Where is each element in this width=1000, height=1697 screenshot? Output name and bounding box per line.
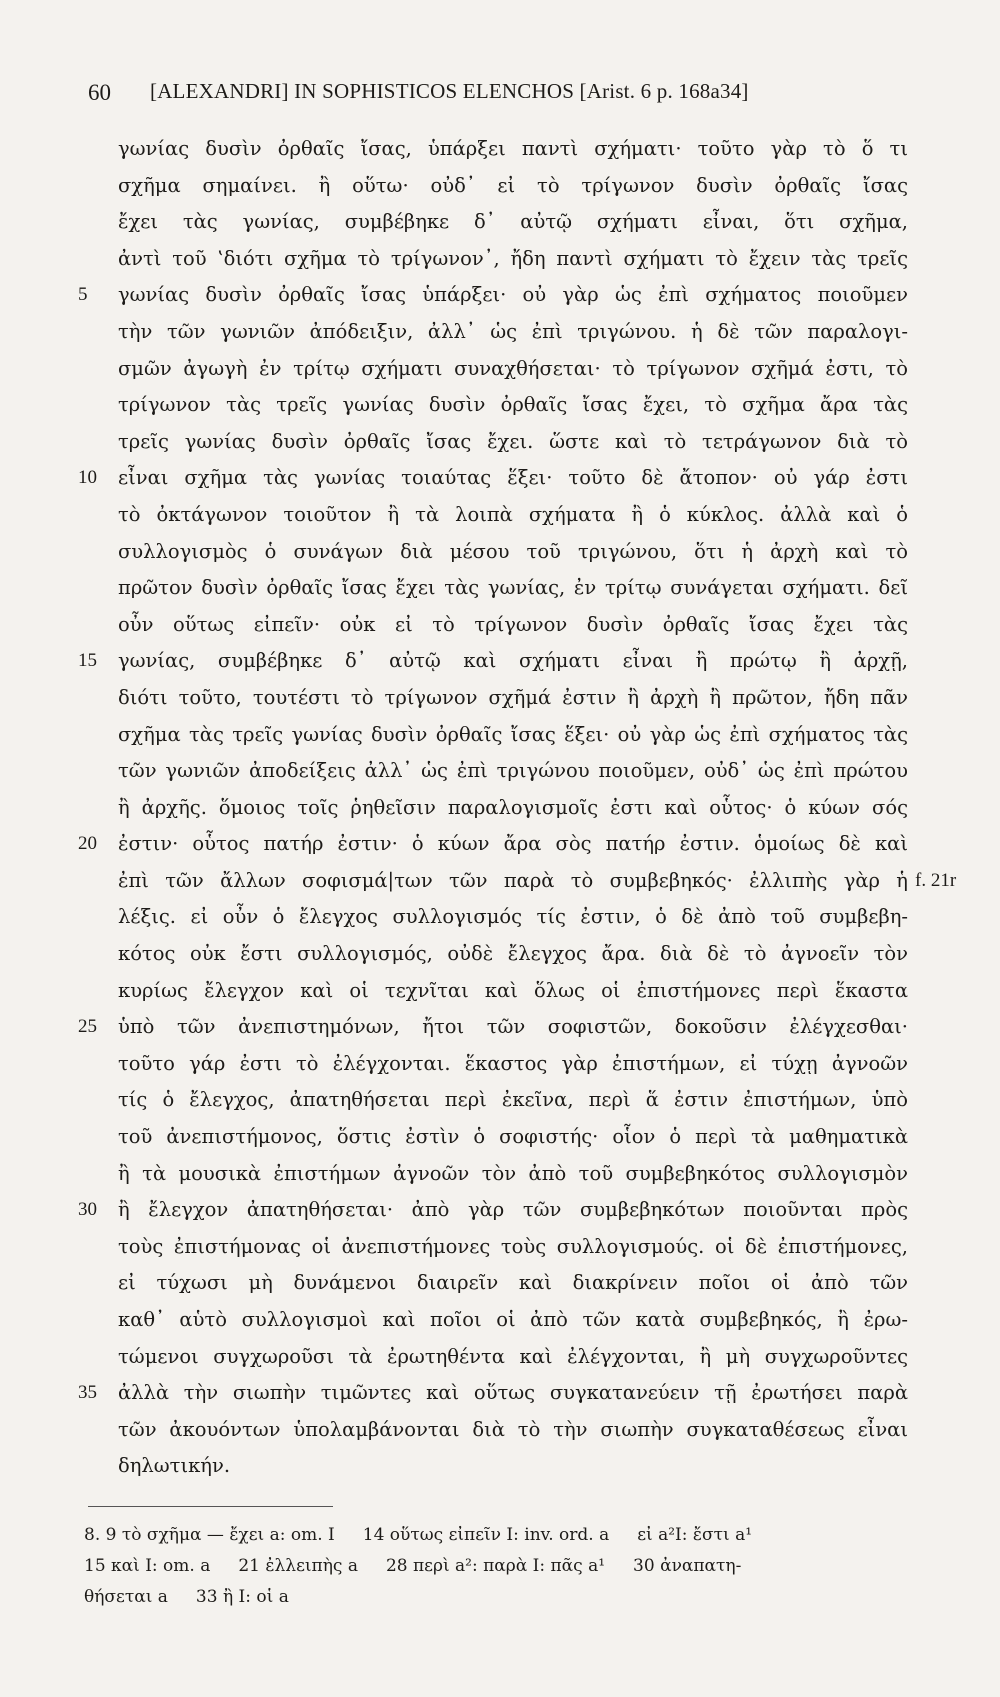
apparatus-note: 28 περὶ a²: παρὰ I: πᾶς a¹ bbox=[385, 1556, 606, 1576]
line-text: τίς ὁ ἔλεγχος, ἀπατηθήσεται περὶ ἐκεῖνα, περὶ ἅ ἐστιν ἐπιστήμων, ὑπὸ bbox=[118, 1088, 908, 1112]
line-text: τρεῖς γωνίας δυσὶν ὀρθαῖς ἴσας ἔχει. ὥστε καὶ τὸ τετράγωνον διὰ τὸ bbox=[118, 429, 908, 453]
line-text: τοῦτο γάρ ἐστι τὸ ἐλέγχονται. ἕκαστος γὰρ ἐπιστήμων, εἰ τύχῃ ἀγνοῶν bbox=[118, 1051, 908, 1075]
text-line bbox=[0, 756, 1000, 793]
critical-apparatus bbox=[84, 1520, 944, 1613]
line-text: εἶναι σχῆμα τὰς γωνίας τοιαύτας ἕξει· τοῦτο δὲ ἄτοπον· οὐ γάρ ἐστι bbox=[118, 466, 908, 490]
text-line bbox=[0, 500, 1000, 537]
running-head: [ALEXANDRI] IN SOPHISTICOS ELENCHOS [Arist. 6 p. 168a34] bbox=[150, 79, 749, 103]
line-text: σχῆμα σημαίνει. ἢ οὕτω· οὐδ᾽ εἰ τὸ τρίγωνον δυσὶν ὀρθαῖς ἴσας bbox=[118, 173, 908, 197]
text-line bbox=[0, 207, 1000, 244]
apparatus-note: θήσεται a bbox=[84, 1587, 168, 1607]
apparatus-line bbox=[84, 1520, 944, 1551]
line-number: 30 bbox=[78, 1199, 97, 1221]
line-number: 25 bbox=[78, 1016, 97, 1038]
line-text: σμῶν ἀγωγὴ ἐν τρίτῳ σχήματι συναχθήσεται· τὸ τρίγωνον σχῆμά ἐστι, τὸ bbox=[118, 356, 908, 380]
line-text: πρῶτον δυσὶν ὀρθαῖς ἴσας ἔχει τὰς γωνίας, ἐν τρίτῳ συνάγεται σχήματι. δεῖ bbox=[118, 576, 908, 600]
text-line bbox=[0, 427, 1000, 464]
apparatus-note: εἰ a²I: ἔστι a¹ bbox=[637, 1525, 753, 1545]
text-line bbox=[0, 354, 1000, 391]
line-text: συλλογισμὸς ὁ συνάγων διὰ μέσου τοῦ τριγώνου, ὅτι ἡ ἀρχὴ καὶ τὸ bbox=[118, 539, 908, 563]
apparatus-line bbox=[84, 1551, 944, 1582]
line-text: γωνίας δυσὶν ὀρθαῖς ἴσας ὑπάρξει· οὐ γὰρ ὡς ἐπὶ σχήματος ποιοῦμεν bbox=[118, 283, 908, 307]
apparatus-line bbox=[84, 1582, 944, 1613]
text-line bbox=[0, 463, 1000, 500]
line-text: ἐστιν· οὗτος πατήρ ἐστιν· ὁ κύων ἄρα σὸς πατήρ ἐστιν. ὁμοίως δὲ καὶ bbox=[118, 832, 908, 856]
line-text: τῶν γωνιῶν ἀποδείξεις ἀλλ᾽ ὡς ἐπὶ τριγώνου ποιοῦμεν, οὐδ᾽ ὡς ἐπὶ πρώτου bbox=[118, 759, 908, 783]
line-text: ἢ τὰ μουσικὰ ἐπιστήμων ἀγνοῶν τὸν ἀπὸ τοῦ συμβεβηκότος συλλογισμὸν bbox=[118, 1161, 908, 1185]
line-text: ἐπὶ τῶν ἄλλων σοφισμά|των τῶν παρὰ τὸ συμβεβηκός· ἐλλιπὴς γὰρ ἡ bbox=[118, 868, 908, 892]
line-text: λέξις. εἰ οὖν ὁ ἔλεγχος συλλογισμός τίς ἐστιν, ὁ δὲ ἀπὸ τοῦ συμβεβη- bbox=[118, 905, 908, 929]
apparatus-note: 8. 9 τὸ σχῆμα — ἔχει a: om. I bbox=[84, 1525, 335, 1545]
text-line bbox=[0, 939, 1000, 976]
text-line bbox=[0, 1451, 1000, 1488]
text-line bbox=[0, 1305, 1000, 1342]
text-line bbox=[0, 1342, 1000, 1379]
text-line bbox=[0, 976, 1000, 1013]
line-text: διότι τοῦτο, τουτέστι τὸ τρίγωνον σχῆμά ἐστιν ἢ ἀρχὴ ἢ πρῶτον, ἤδη πᾶν bbox=[118, 685, 908, 709]
text-line bbox=[0, 720, 1000, 757]
line-text: ἢ ἔλεγχον ἀπατηθήσεται· ἀπὸ γὰρ τῶν συμβεβηκότων ποιοῦνται πρὸς bbox=[118, 1198, 908, 1222]
line-text: δηλωτικήν. bbox=[118, 1454, 231, 1478]
text-line bbox=[0, 1415, 1000, 1452]
text-line bbox=[0, 829, 1000, 866]
text-line bbox=[0, 683, 1000, 720]
text-line bbox=[0, 134, 1000, 171]
folio-marker: f. 21r bbox=[915, 869, 957, 891]
line-text: οὖν οὕτως εἰπεῖν· οὐκ εἰ τὸ τρίγωνον δυσὶν ὀρθαῖς ἴσας ἔχει τὰς bbox=[118, 612, 908, 636]
line-number: 5 bbox=[78, 284, 88, 306]
text-line bbox=[0, 244, 1000, 281]
line-text: κυρίως ἔλεγχον καὶ οἱ τεχνῖται καὶ ὅλως οἱ ἐπιστήμονες περὶ ἕκαστα bbox=[118, 978, 908, 1002]
text-line bbox=[0, 573, 1000, 610]
text-line bbox=[0, 1195, 1000, 1232]
text-line bbox=[0, 171, 1000, 208]
text-line bbox=[0, 866, 1000, 903]
line-text: γωνίας δυσὶν ὀρθαῖς ἴσας, ὑπάρξει παντὶ σχήματι· τοῦτο γὰρ τὸ ὅ τι bbox=[118, 137, 908, 160]
page-number: 60 bbox=[88, 80, 111, 105]
line-text: σχῆμα τὰς τρεῖς γωνίας δυσὶν ὀρθαῖς ἴσας ἕξει· οὐ γὰρ ὡς ἐπὶ σχήματος τὰς bbox=[118, 722, 908, 746]
text-line bbox=[0, 537, 1000, 574]
text-line bbox=[0, 646, 1000, 683]
text-line bbox=[0, 1378, 1000, 1415]
text-line bbox=[0, 793, 1000, 830]
line-number: 35 bbox=[78, 1382, 97, 1404]
apparatus-note: 15 καὶ I: om. a bbox=[84, 1556, 211, 1576]
text-line bbox=[0, 610, 1000, 647]
line-text: κότος οὐκ ἔστι συλλογισμός, οὐδὲ ἔλεγχος ἄρα. διὰ δὲ τὸ ἀγνοεῖν τὸν bbox=[118, 942, 908, 966]
line-text: γωνίας, συμβέβηκε δ᾽ αὐτῷ καὶ σχήματι εἶναι ἢ πρώτῳ ἢ ἀρχῇ, bbox=[118, 649, 908, 673]
text-line bbox=[0, 390, 1000, 427]
line-text: τῶν ἀκουόντων ὑπολαμβάνονται διὰ τὸ τὴν σιωπὴν συγκαταθέσεως εἶναι bbox=[118, 1417, 908, 1441]
line-text: καθ᾽ αὑτὸ συλλογισμοὶ καὶ ποῖοι οἱ ἀπὸ τῶν κατὰ συμβεβηκός, ἢ ἐρω- bbox=[118, 1308, 908, 1331]
text-line bbox=[0, 1268, 1000, 1305]
apparatus-note: 21 ἐλλειπὴς a bbox=[238, 1556, 358, 1576]
line-text: τώμενοι συγχωροῦσι τὰ ἐρωτηθέντα καὶ ἐλέγχονται, ἢ μὴ συγχωροῦντες bbox=[118, 1344, 908, 1368]
line-text: τὸ ὀκτάγωνον τοιοῦτον ἢ τὰ λοιπὰ σχήματα ἢ ὁ κύκλος. ἀλλὰ καὶ ὁ bbox=[118, 502, 908, 526]
apparatus-note: 33 ἢ I: οἱ a bbox=[195, 1587, 289, 1607]
line-text: ἀντὶ τοῦ ‛διότι σχῆμα τὸ τρίγωνον᾽, ἤδη παντὶ σχήματι τὸ ἔχειν τὰς τρεῖς bbox=[118, 246, 908, 270]
line-number: 10 bbox=[78, 467, 97, 489]
line-text: τὴν τῶν γωνιῶν ἀπόδειξιν, ἀλλ᾽ ὡς ἐπὶ τριγώνου. ἡ δὲ τῶν παραλογι- bbox=[118, 319, 908, 343]
text-line bbox=[0, 1049, 1000, 1086]
line-number: 15 bbox=[78, 650, 97, 672]
text-line bbox=[0, 902, 1000, 939]
text-line bbox=[0, 1122, 1000, 1159]
main-text bbox=[0, 134, 1000, 1488]
line-text: τοὺς ἐπιστήμονας οἱ ἀνεπιστήμονες τοὺς συλλογισμούς. οἱ δὲ ἐπιστήμονες, bbox=[118, 1234, 908, 1258]
line-text: τοῦ ἀνεπιστήμονος, ὅστις ἐστὶν ὁ σοφιστής· οἷον ὁ περὶ τὰ μαθηματικὰ bbox=[118, 1125, 908, 1149]
line-text: ἔχει τὰς γωνίας, συμβέβηκε δ᾽ αὐτῷ σχήματι εἶναι, ὅτι σχῆμα, bbox=[118, 210, 908, 234]
line-text: ὑπὸ τῶν ἀνεπιστημόνων, ἤτοι τῶν σοφιστῶν, δοκοῦσιν ἐλέγχεσθαι· bbox=[118, 1015, 908, 1039]
line-text: τρίγωνον τὰς τρεῖς γωνίας δυσὶν ὀρθαῖς ἴσας ἔχει, τὸ σχῆμα ἄρα τὰς bbox=[118, 393, 908, 417]
footnote-rule bbox=[88, 1506, 333, 1507]
line-text: ἢ ἀρχῆς. ὅμοιος τοῖς ῥηθεῖσιν παραλογισμοῖς ἐστι καὶ οὗτος· ὁ κύων σός bbox=[118, 795, 908, 819]
line-number: 20 bbox=[78, 833, 97, 855]
text-line bbox=[0, 280, 1000, 317]
text-line bbox=[0, 1232, 1000, 1269]
apparatus-note: 14 οὕτως εἰπεῖν I: inv. ord. a bbox=[362, 1525, 610, 1545]
text-line bbox=[0, 317, 1000, 354]
text-line bbox=[0, 1159, 1000, 1196]
line-text: ἀλλὰ τὴν σιωπὴν τιμῶντες καὶ οὕτως συγκατανεύειν τῇ ἐρωτήσει παρὰ bbox=[118, 1381, 908, 1405]
line-text: εἰ τύχωσι μὴ δυνάμενοι διαιρεῖν καὶ διακρίνειν ποῖοι οἱ ἀπὸ τῶν bbox=[118, 1271, 908, 1295]
apparatus-note: 30 ἀναπατη- bbox=[633, 1556, 742, 1576]
text-line bbox=[0, 1085, 1000, 1122]
text-line bbox=[0, 1012, 1000, 1049]
